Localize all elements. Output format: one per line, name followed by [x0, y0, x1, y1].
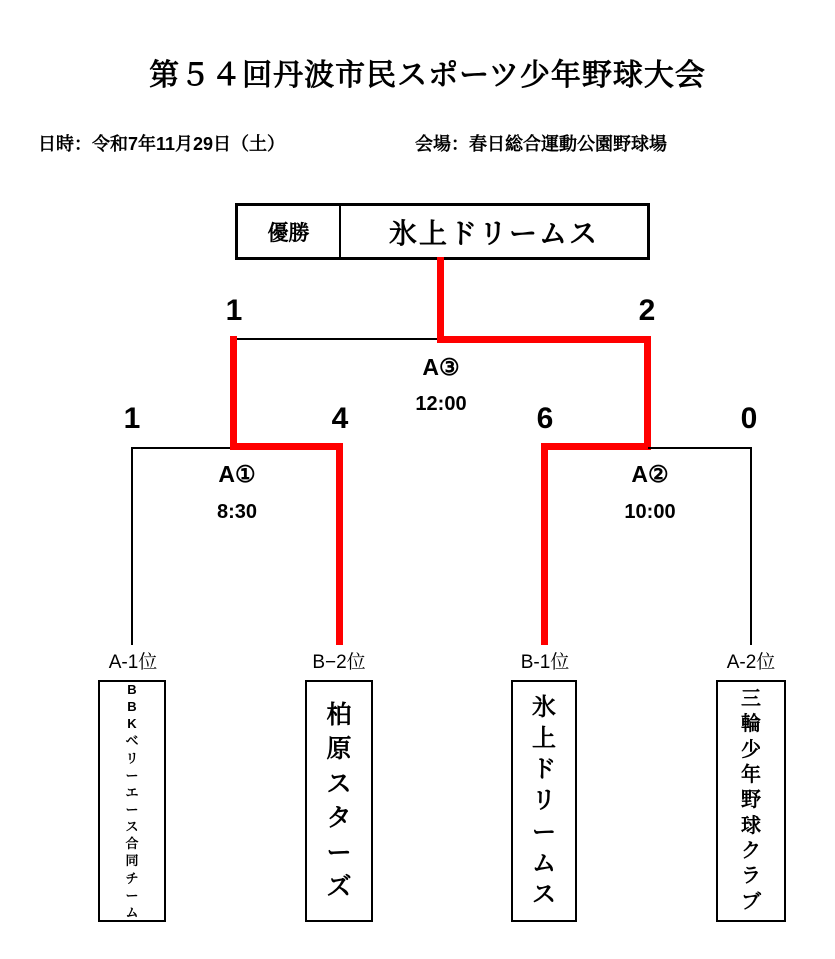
score-final-right: 2 — [638, 294, 656, 327]
score-match1-left: 1 — [123, 402, 141, 435]
connector-match2-left-horizontal-winner — [541, 443, 651, 450]
connector-final-right-horizontal-winner — [437, 336, 651, 343]
seed-label-team1: A-1位 — [108, 652, 158, 673]
connector-champion-vertical — [437, 257, 444, 337]
event-datetime: 日時：令和7年11月29日（土） — [38, 134, 286, 154]
connector-final-left-horizontal — [234, 338, 440, 340]
connector-match2-left-vertical-winner — [541, 443, 548, 645]
team-name-1: BBKベリーエース合同チーム — [125, 681, 139, 920]
connector-match1-right-vertical-winner — [336, 443, 343, 645]
team-box-1 — [98, 680, 166, 922]
team-box-3 — [511, 680, 577, 922]
connector-match1-right-horizontal-winner — [230, 443, 343, 450]
match1-time: 8:30 — [216, 501, 258, 523]
match1-id: A① — [218, 461, 256, 487]
team-name-3: 氷上ドリームス — [532, 693, 556, 908]
match2-id: A② — [631, 461, 669, 487]
champion-box — [235, 203, 650, 260]
champion-team-name: 氷上ドリームス — [388, 217, 599, 249]
score-match1-right: 4 — [331, 402, 349, 435]
connector-match2-right-horizontal — [648, 447, 752, 449]
match2-time: 10:00 — [624, 501, 676, 523]
connector-final-left-vertical-winner — [230, 336, 237, 450]
team-name-4: 三輪少年野球クラブ — [741, 687, 761, 913]
seed-label-team4: A-2位 — [726, 652, 776, 673]
team-box-4 — [716, 680, 786, 922]
match-final-id: A③ — [422, 354, 460, 380]
score-match2-right: 0 — [740, 402, 758, 435]
connector-match2-right-vertical — [750, 447, 752, 645]
seed-label-team2: B−2位 — [312, 652, 366, 673]
connector-final-right-vertical-winner — [644, 336, 651, 450]
score-match2-left: 6 — [536, 402, 554, 435]
connector-match1-left-vertical — [131, 447, 133, 645]
connector-match1-left-horizontal — [131, 447, 232, 449]
team-name-2: 柏原スターズ — [326, 700, 352, 901]
match-final-time: 12:00 — [415, 393, 467, 415]
event-venue: 会場：春日総合運動公園野球場 — [415, 134, 667, 154]
seed-label-team3: B-1位 — [520, 652, 570, 673]
team-box-2 — [305, 680, 373, 922]
champion-label: 優勝 — [238, 206, 341, 257]
score-final-left: 1 — [225, 294, 243, 327]
page-title: 第５４回丹波市民スポーツ少年野球大会 — [149, 59, 706, 92]
